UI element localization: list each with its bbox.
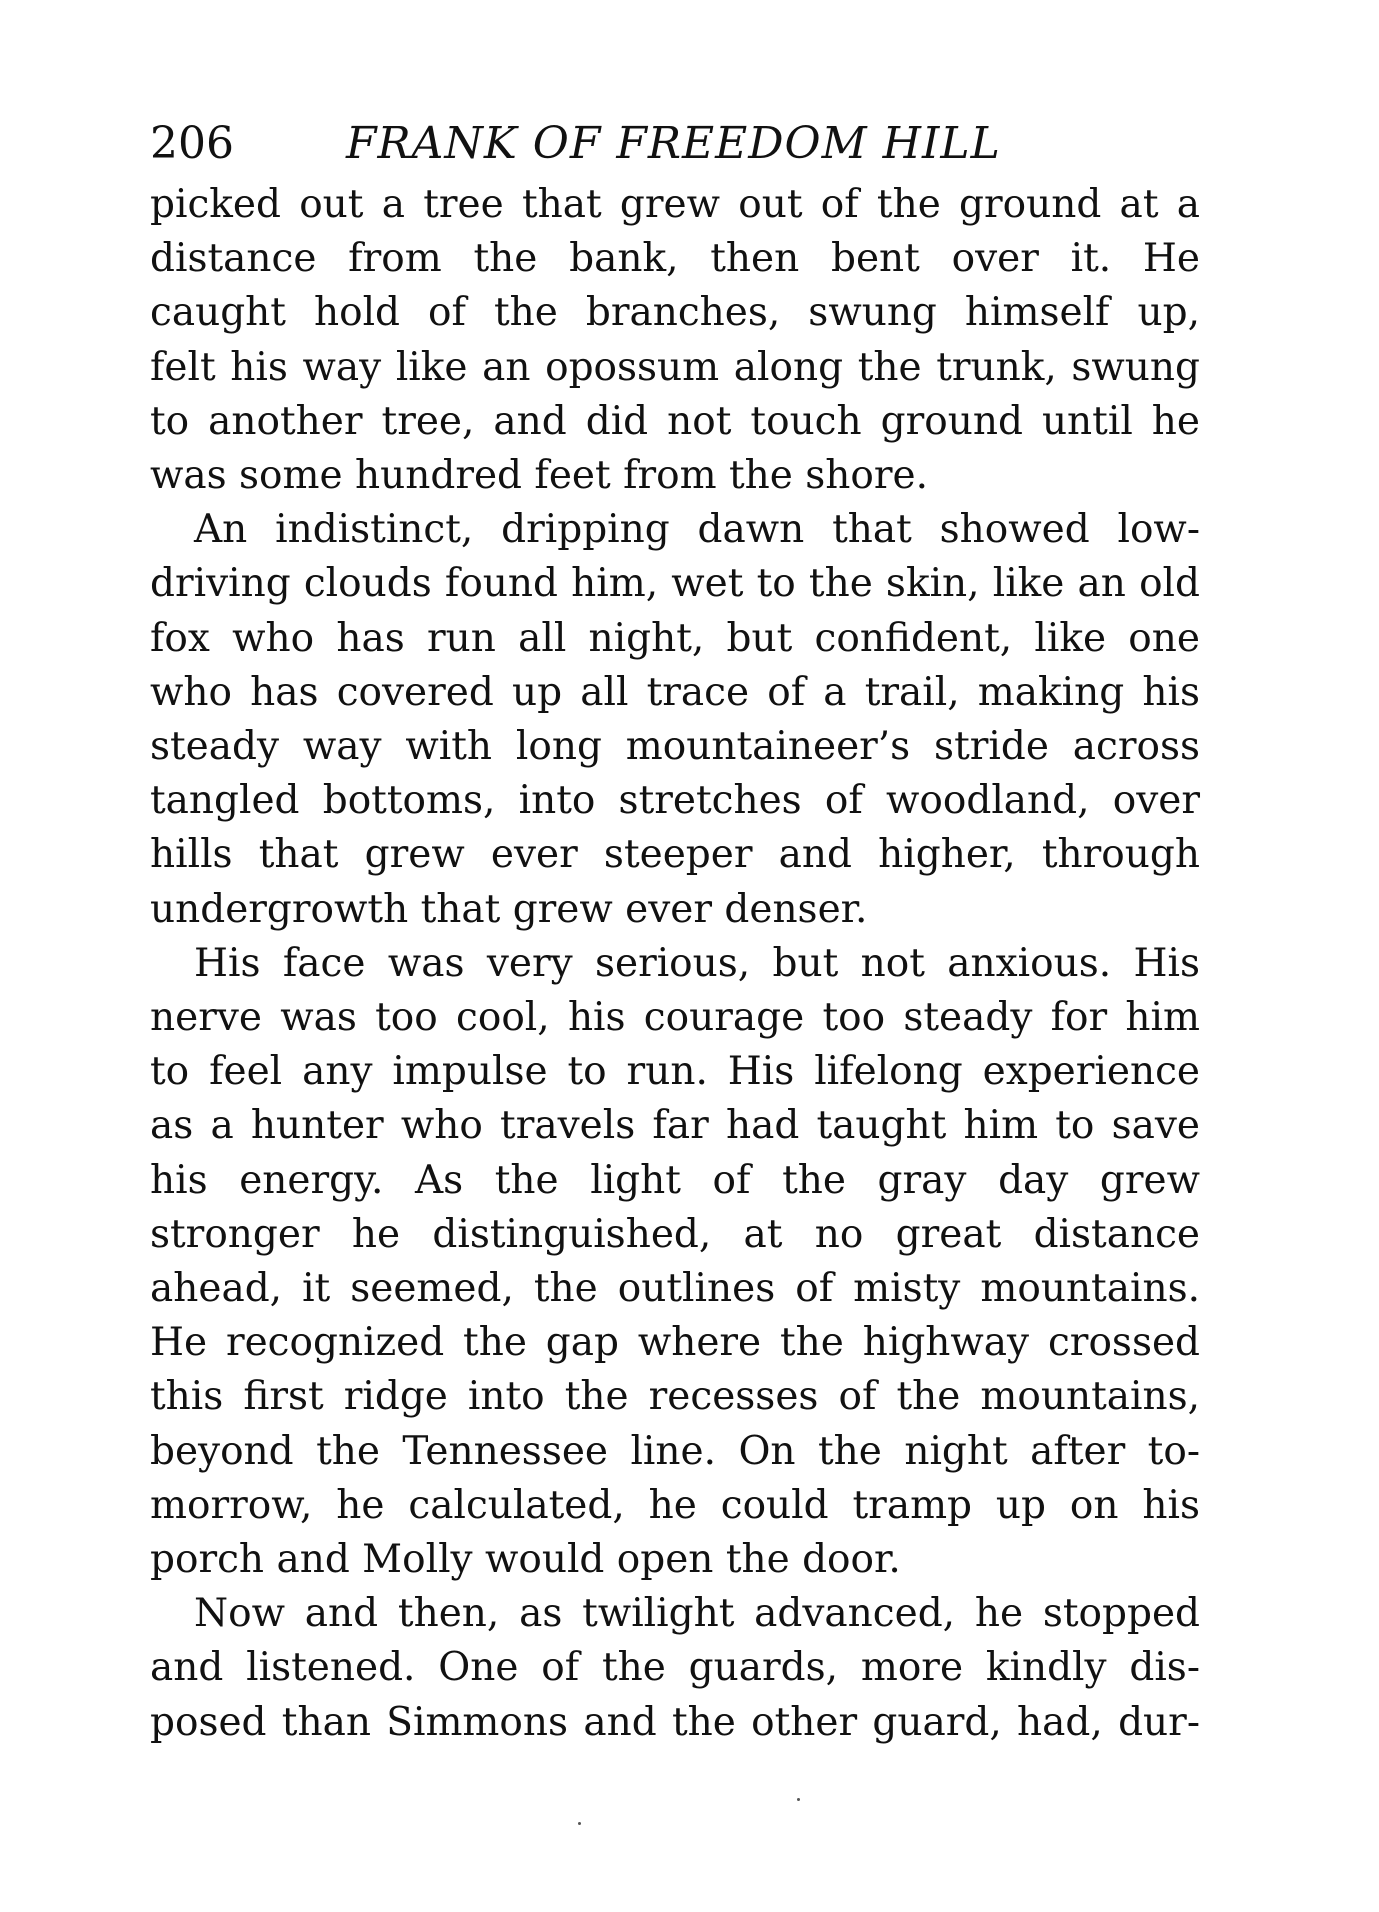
text-line: this first ridge into the recesses of the mountains, (150, 1374, 1200, 1420)
running-title: FRANK OF FREEDOM HILL (346, 118, 1001, 169)
text-line: tangled bottoms, into stretches of woodland, over (150, 778, 1200, 824)
paragraph-1 (150, 178, 1200, 503)
text-line: posed than Simmons and the other guard, had, dur- (150, 1699, 1200, 1745)
book-page (150, 118, 1200, 1750)
text-line: morrow, he calculated, he could tramp up on his (150, 1482, 1200, 1528)
text-line: picked out a tree that grew out of the ground at a (150, 182, 1200, 227)
page-number: 206 (150, 118, 234, 169)
text-line: undergrowth that grew ever denser. (150, 886, 868, 932)
text-line: caught hold of the branches, swung himself up, (150, 290, 1200, 336)
paper-speck (797, 1798, 800, 1801)
text-line: and listened. One of the guards, more kindly dis- (150, 1645, 1200, 1691)
paragraph-2 (150, 503, 1200, 937)
text-line: to feel any impulse to run. His lifelong experience (150, 1049, 1200, 1095)
text-line: His face was very serious, but not anxious. His (194, 940, 1200, 986)
text-line: stronger he distinguished, at no great distance (150, 1211, 1200, 1257)
text-line: hills that grew ever steeper and higher, through (150, 832, 1200, 878)
paper-speck (578, 1822, 581, 1825)
page-header (150, 118, 1200, 170)
text-line: fox who has run all night, but confident, like one (150, 615, 1200, 661)
text-line: beyond the Tennessee line. On the night after to- (150, 1428, 1200, 1474)
text-line: ahead, it seemed, the outlines of misty mountains. (150, 1266, 1200, 1312)
text-line: his energy. As the light of the gray day grew (150, 1157, 1200, 1203)
text-line: distance from the bank, then bent over it. He (150, 236, 1200, 282)
text-line: He recognized the gap where the highway crossed (150, 1320, 1200, 1366)
text-line: as a hunter who travels far had taught him to save (150, 1103, 1200, 1149)
text-line: nerve was too cool, his courage too steady for him (150, 995, 1200, 1041)
text-line: An indistinct, dripping dawn that showed low- (194, 507, 1200, 553)
text-line: was some hundred feet from the shore. (150, 453, 929, 499)
text-line: felt his way like an opossum along the trunk, swung (150, 344, 1200, 390)
text-line: porch and Molly would open the door. (150, 1537, 901, 1583)
paragraph-3 (150, 937, 1200, 1587)
text-line: driving clouds found him, wet to the skin, like an old (150, 561, 1200, 607)
text-line: who has covered up all trace of a trail, making his (150, 669, 1200, 715)
body-text (150, 178, 1200, 1750)
paragraph-4 (150, 1587, 1200, 1750)
text-line: steady way with long mountaineer’s stride across (150, 724, 1200, 770)
text-line: Now and then, as twilight advanced, he stopped (194, 1591, 1200, 1637)
text-line: to another tree, and did not touch ground until he (150, 398, 1200, 444)
